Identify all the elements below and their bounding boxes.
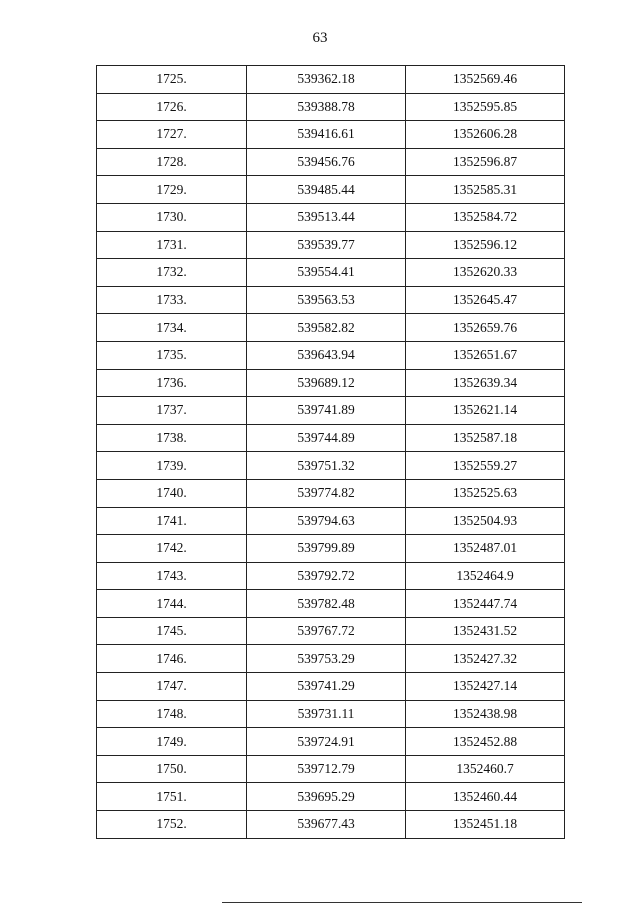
x-coordinate-cell: 539767.72	[247, 617, 406, 645]
y-coordinate-cell: 1352606.28	[406, 121, 565, 149]
x-coordinate-cell: 539539.77	[247, 231, 406, 259]
table-row	[97, 369, 565, 397]
x-coordinate-cell: 539563.53	[247, 286, 406, 314]
table-row	[97, 728, 565, 756]
y-coordinate-cell: 1352487.01	[406, 535, 565, 563]
x-coordinate-cell: 539582.82	[247, 314, 406, 342]
y-coordinate-cell: 1352596.12	[406, 231, 565, 259]
table-row	[97, 535, 565, 563]
table-row	[97, 783, 565, 811]
y-coordinate-cell: 1352621.14	[406, 397, 565, 425]
table-row	[97, 562, 565, 590]
y-coordinate-cell: 1352596.87	[406, 148, 565, 176]
y-coordinate-cell: 1352451.18	[406, 811, 565, 839]
y-coordinate-cell: 1352569.46	[406, 66, 565, 94]
y-coordinate-cell: 1352639.34	[406, 369, 565, 397]
point-number-cell: 1735.	[97, 341, 247, 369]
point-number-cell: 1740.	[97, 479, 247, 507]
point-number-cell: 1737.	[97, 397, 247, 425]
y-coordinate-cell: 1352659.76	[406, 314, 565, 342]
y-coordinate-cell: 1352427.14	[406, 673, 565, 701]
x-coordinate-cell: 539744.89	[247, 424, 406, 452]
x-coordinate-cell: 539362.18	[247, 66, 406, 94]
y-coordinate-cell: 1352452.88	[406, 728, 565, 756]
x-coordinate-cell: 539677.43	[247, 811, 406, 839]
y-coordinate-cell: 1352620.33	[406, 259, 565, 287]
y-coordinate-cell: 1352464.9	[406, 562, 565, 590]
y-coordinate-cell: 1352460.44	[406, 783, 565, 811]
table-row	[97, 452, 565, 480]
point-number-cell: 1734.	[97, 314, 247, 342]
y-coordinate-cell: 1352447.74	[406, 590, 565, 618]
point-number-cell: 1741.	[97, 507, 247, 535]
table-row	[97, 755, 565, 783]
table-row	[97, 700, 565, 728]
table-row	[97, 176, 565, 204]
x-coordinate-cell: 539388.78	[247, 93, 406, 121]
x-coordinate-cell: 539456.76	[247, 148, 406, 176]
point-number-cell: 1729.	[97, 176, 247, 204]
x-coordinate-cell: 539799.89	[247, 535, 406, 563]
x-coordinate-cell: 539513.44	[247, 203, 406, 231]
point-number-cell: 1746.	[97, 645, 247, 673]
x-coordinate-cell: 539741.29	[247, 673, 406, 701]
x-coordinate-cell: 539695.29	[247, 783, 406, 811]
point-number-cell: 1726.	[97, 93, 247, 121]
x-coordinate-cell: 539753.29	[247, 645, 406, 673]
point-number-cell: 1732.	[97, 259, 247, 287]
y-coordinate-cell: 1352504.93	[406, 507, 565, 535]
bottom-rule	[222, 902, 582, 903]
x-coordinate-cell: 539643.94	[247, 341, 406, 369]
point-number-cell: 1731.	[97, 231, 247, 259]
point-number-cell: 1752.	[97, 811, 247, 839]
y-coordinate-cell: 1352525.63	[406, 479, 565, 507]
point-number-cell: 1751.	[97, 783, 247, 811]
point-number-cell: 1744.	[97, 590, 247, 618]
x-coordinate-cell: 539751.32	[247, 452, 406, 480]
point-number-cell: 1748.	[97, 700, 247, 728]
x-coordinate-cell: 539554.41	[247, 259, 406, 287]
table-row	[97, 286, 565, 314]
x-coordinate-cell: 539416.61	[247, 121, 406, 149]
table-row	[97, 148, 565, 176]
point-number-cell: 1733.	[97, 286, 247, 314]
point-number-cell: 1728.	[97, 148, 247, 176]
point-number-cell: 1727.	[97, 121, 247, 149]
table-row	[97, 203, 565, 231]
x-coordinate-cell: 539731.11	[247, 700, 406, 728]
point-number-cell: 1743.	[97, 562, 247, 590]
y-coordinate-cell: 1352427.32	[406, 645, 565, 673]
point-number-cell: 1739.	[97, 452, 247, 480]
x-coordinate-cell: 539792.72	[247, 562, 406, 590]
x-coordinate-cell: 539774.82	[247, 479, 406, 507]
y-coordinate-cell: 1352584.72	[406, 203, 565, 231]
y-coordinate-cell: 1352431.52	[406, 617, 565, 645]
x-coordinate-cell: 539741.89	[247, 397, 406, 425]
x-coordinate-cell: 539485.44	[247, 176, 406, 204]
point-number-cell: 1749.	[97, 728, 247, 756]
table-row	[97, 617, 565, 645]
x-coordinate-cell: 539724.91	[247, 728, 406, 756]
table-row	[97, 231, 565, 259]
table-row	[97, 121, 565, 149]
y-coordinate-cell: 1352585.31	[406, 176, 565, 204]
y-coordinate-cell: 1352595.85	[406, 93, 565, 121]
x-coordinate-cell: 539689.12	[247, 369, 406, 397]
coordinates-table	[96, 65, 565, 839]
table-row	[97, 811, 565, 839]
y-coordinate-cell: 1352559.27	[406, 452, 565, 480]
table-body	[97, 66, 565, 839]
table-row	[97, 590, 565, 618]
table-row	[97, 259, 565, 287]
point-number-cell: 1730.	[97, 203, 247, 231]
table-row	[97, 66, 565, 94]
table-row	[97, 645, 565, 673]
table-row	[97, 424, 565, 452]
table-row	[97, 93, 565, 121]
point-number-cell: 1747.	[97, 673, 247, 701]
table-row	[97, 507, 565, 535]
page-number: 63	[312, 30, 328, 46]
y-coordinate-cell: 1352651.67	[406, 341, 565, 369]
point-number-cell: 1745.	[97, 617, 247, 645]
table-row	[97, 314, 565, 342]
y-coordinate-cell: 1352460.7	[406, 755, 565, 783]
y-coordinate-cell: 1352645.47	[406, 286, 565, 314]
x-coordinate-cell: 539794.63	[247, 507, 406, 535]
point-number-cell: 1725.	[97, 66, 247, 94]
point-number-cell: 1750.	[97, 755, 247, 783]
table-row	[97, 397, 565, 425]
x-coordinate-cell: 539712.79	[247, 755, 406, 783]
point-number-cell: 1742.	[97, 535, 247, 563]
point-number-cell: 1736.	[97, 369, 247, 397]
y-coordinate-cell: 1352438.98	[406, 700, 565, 728]
point-number-cell: 1738.	[97, 424, 247, 452]
table-row	[97, 479, 565, 507]
table-row	[97, 341, 565, 369]
x-coordinate-cell: 539782.48	[247, 590, 406, 618]
y-coordinate-cell: 1352587.18	[406, 424, 565, 452]
table-row	[97, 673, 565, 701]
